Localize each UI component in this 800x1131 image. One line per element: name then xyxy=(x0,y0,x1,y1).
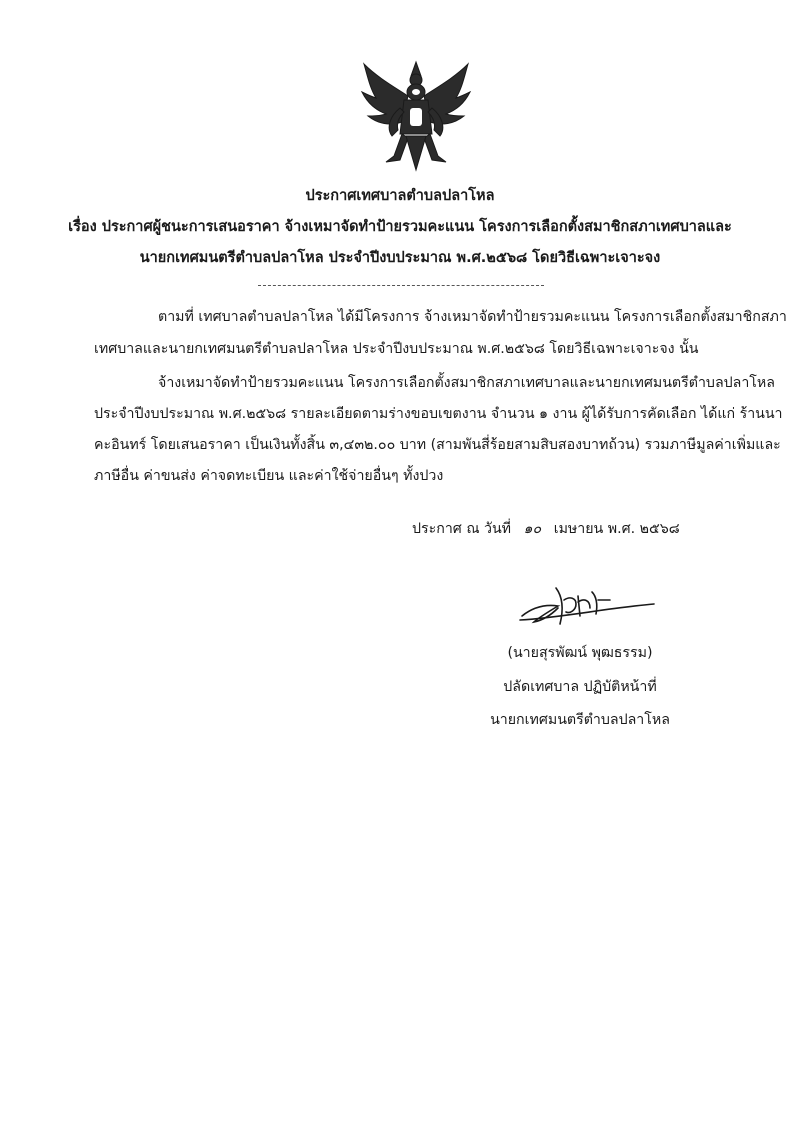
handwritten-signature xyxy=(518,578,658,634)
garuda-emblem-icon xyxy=(356,58,476,176)
paragraph-1-line-2: เทศบาลและนายกเทศมนตรีตำบลปลาโหล ประจำปีงบประมาณ พ.ศ.๒๕๖๘ โดยวิธีเฉพาะเจาะจง นั้น xyxy=(94,341,699,357)
announcement-date xyxy=(412,518,680,540)
header-divider xyxy=(258,285,544,286)
date-month-year: เมษายน พ.ศ. ๒๕๖๘ xyxy=(553,521,680,537)
subject-line-2: นายกเทศมนตรีตำบลปลาโหล ประจำปีงบประมาณ พ.ศ.๒๕๖๘ โดยวิธีเฉพาะเจาะจง xyxy=(139,250,661,266)
paragraph-1-line-1: ตามที่ เทศบาลตำบลปลาโหล ได้มีโครงการ จ้างเหมาจัดทำป้ายรวมคะแนน โครงการเลือกตั้งสมาชิกสภา xyxy=(158,309,787,325)
paragraph-2-line-1: จ้างเหมาจัดทำป้ายรวมคะแนน โครงการเลือกตั้งสมาชิกสภาเทศบาลและนายกเทศมนตรีตำบลปลาโหล xyxy=(158,375,775,391)
subject-line-1: เรื่อง ประกาศผู้ชนะการเสนอราคา จ้างเหมาจัดทำป้ายรวมคะแนน โครงการเลือกตั้งสมาชิกสภาเทศบาลและ xyxy=(68,219,732,235)
date-day: ๑๐ xyxy=(523,521,542,537)
announcement-office: ประกาศเทศบาลตำบลปลาโหล xyxy=(305,188,495,204)
signer-name: (นายสุรพัฒน์ พุฒธรรม) xyxy=(507,645,653,661)
signer-position-1: ปลัดเทศบาล ปฏิบัติหน้าที่ xyxy=(503,679,657,695)
date-prefix: ประกาศ ณ วันที่ xyxy=(412,521,512,537)
paragraph-2-line-2: ประจำปีงบประมาณ พ.ศ.๒๕๖๘ รายละเอียดตามร่างขอบเขตงาน จำนวน ๑ งาน ผู้ได้รับการคัดเลือก ได้แก่ ร้านนา xyxy=(94,406,783,422)
paragraph-2-line-4: ภาษีอื่น ค่าขนส่ง ค่าจดทะเบียน และค่าใช้จ่ายอื่นๆ ทั้งปวง xyxy=(94,468,444,484)
signer-position-2: นายกเทศมนตรีตำบลปลาโหล xyxy=(490,712,670,728)
paragraph-2-line-3: คะอินทร์ โดยเสนอราคา เป็นเงินทั้งสิ้น ๓,๔๓๒.๐๐ บาท (สามพันสี่ร้อยสามสิบสองบาทถ้วน) รวมภาษีมูลค่าเพิ่มและ xyxy=(94,437,781,453)
